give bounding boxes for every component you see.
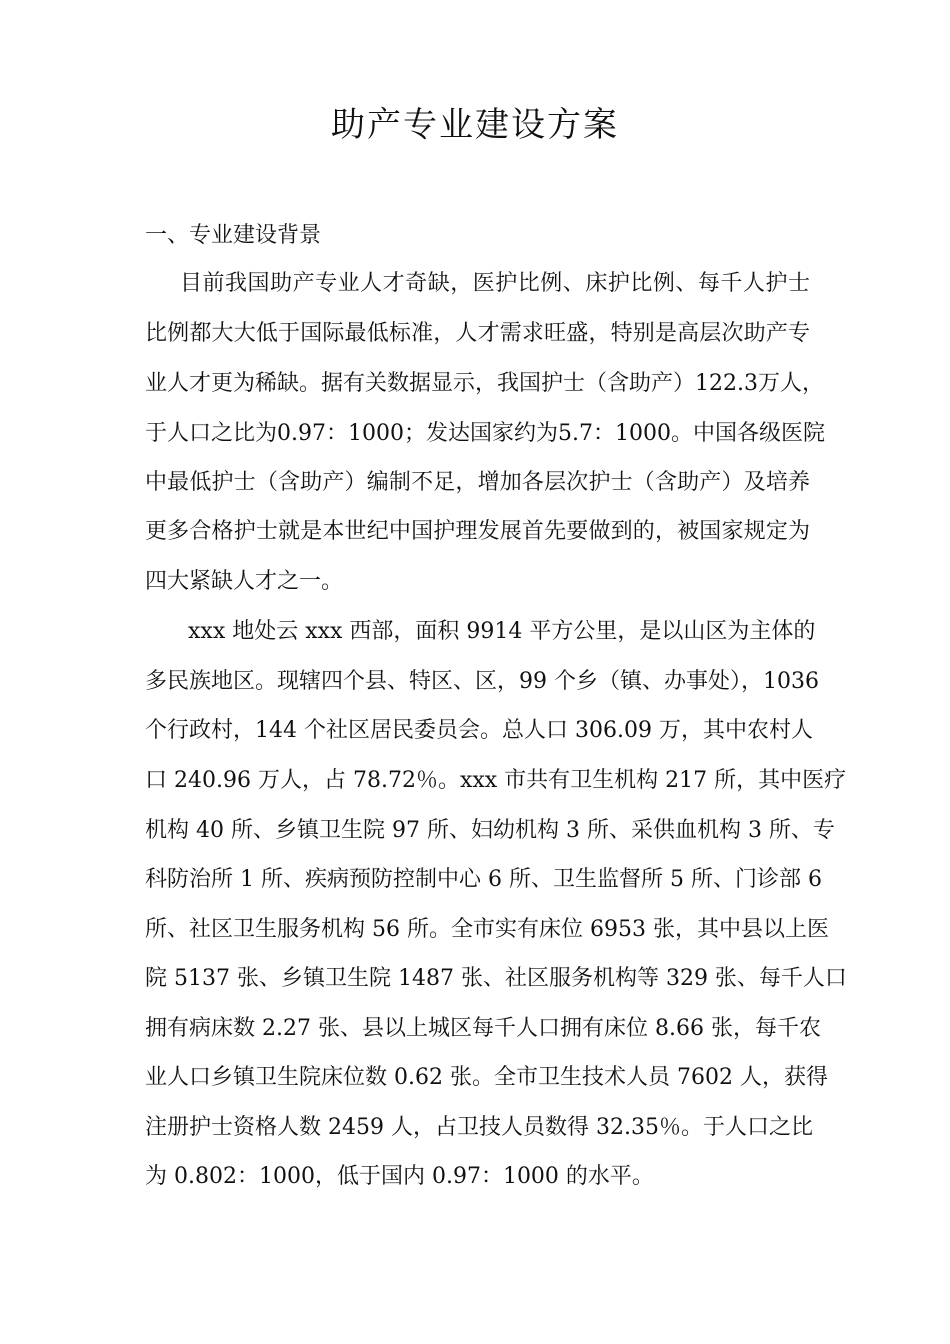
- paragraph-line: 四大紧缺人才之一。: [145, 569, 344, 594]
- paragraph-line: 机构 40 所、乡镇卫生院 97 所、妇幼机构 3 所、采供血机构 3 所、专: [145, 818, 835, 843]
- paragraph-line: 注册护士资格人数 2459 人，占卫技人员数得 32.35％。于人口之比: [145, 1115, 813, 1140]
- paragraph-line: 口 240.96 万人，占 78.72％。xxx 市共有卫生机构 217 所，其中医疗: [145, 768, 847, 793]
- paragraph-line: 所、社区卫生服务机构 56 所。全市实有床位 6953 张，其中县以上医: [145, 917, 829, 942]
- paragraph-line: 比例都大大低于国际最低标准，人才需求旺盛，特别是高层次助产专: [145, 321, 810, 346]
- paragraph-line: 业人口乡镇卫生院床位数 0.62 张。全市卫生技术人员 7602 人，获得: [145, 1065, 828, 1090]
- paragraph-line: 为 0.802：1000，低于国内 0.97：1000 的水平。: [145, 1164, 654, 1189]
- paragraph-line: xxx 地处云 xxx 西部，面积 9914 平方公里，是以山区为主体的: [188, 619, 816, 644]
- paragraph-line: 于人口之比为0.97：1000；发达国家约为5.7：1000。中国各级医院: [145, 421, 825, 446]
- paragraph-line: 个行政村，144 个社区居民委员会。总人口 306.09 万，其中农村人: [145, 718, 813, 743]
- paragraph-line: 业人才更为稀缺。据有关数据显示，我国护士（含助产）122.3万人，: [145, 371, 824, 396]
- paragraph-line: 中最低护士（含助产）编制不足，增加各层次护士（含助产）及培养: [145, 470, 810, 495]
- section-heading: 一、专业建设背景: [145, 223, 322, 248]
- page-title: 助产专业建设方案: [331, 105, 619, 145]
- paragraph-line: 科防治所 1 所、疾病预防控制中心 6 所、卫生监督所 5 所、门诊部 6: [145, 867, 822, 892]
- paragraph-line: 院 5137 张、乡镇卫生院 1487 张、社区服务机构等 329 张、每千人口: [145, 966, 847, 991]
- paragraph-line: 目前我国助产专业人才奇缺，医护比例、床护比例、每千人护士: [180, 271, 810, 296]
- paragraph-line: 多民族地区。现辖四个县、特区、区，99 个乡（镇、办事处），1036: [145, 669, 819, 694]
- paragraph-line: 拥有病床数 2.27 张、县以上城区每千人口拥有床位 8.66 张，每千农: [145, 1016, 821, 1041]
- paragraph-line: 更多合格护士就是本世纪中国护理发展首先要做到的，被国家规定为: [145, 519, 810, 544]
